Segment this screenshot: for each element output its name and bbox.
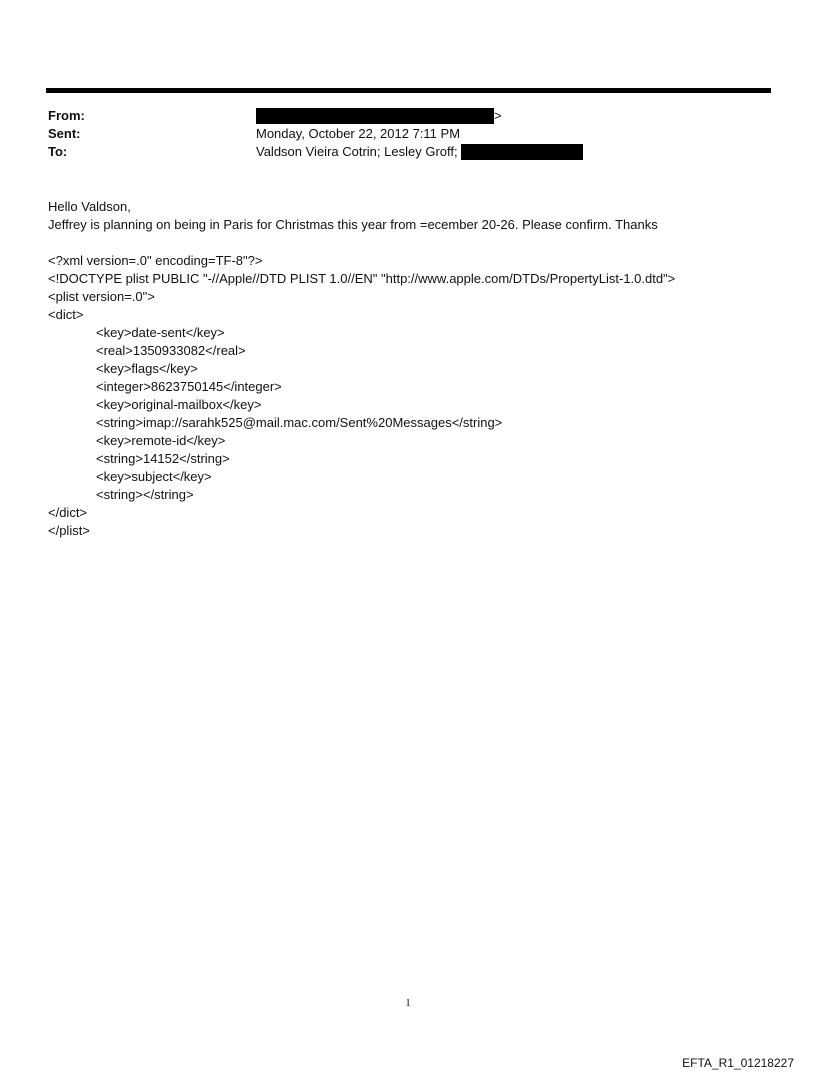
dict-line: <string>14152</string> <box>96 451 230 466</box>
xml-line: <plist version=.0"> <box>48 289 155 304</box>
email-body <box>48 198 788 540</box>
xml-line: <?xml version=.0" encoding=TF-8"?> <box>48 253 263 268</box>
sent-value: Monday, October 22, 2012 7:11 PM <box>256 126 461 141</box>
dict-line: <real>1350933082</real> <box>96 343 246 358</box>
xml-line: <!DOCTYPE plist PUBLIC "-//Apple//DTD PLIST 1.0//EN" "http://www.apple.com/DTDs/PropertyList-1.0.dtd"> <box>48 271 676 286</box>
dict-line: <integer>8623750145</integer> <box>96 379 282 394</box>
dict-line: <key>date-sent</key> <box>96 325 225 340</box>
closing-line: </plist> <box>48 523 90 538</box>
redaction-box <box>461 144 583 160</box>
dict-line: <key>subject</key> <box>96 469 212 484</box>
to-label: To: <box>48 144 68 159</box>
dict-line: <string>imap://sarahk525@mail.mac.com/Sent%20Messages</string> <box>96 415 503 430</box>
dict-line: <key>original-mailbox</key> <box>96 397 262 412</box>
dict-line: <key>remote-id</key> <box>96 433 226 448</box>
from-suffix: > <box>494 108 502 123</box>
to-value-wrap <box>256 144 583 160</box>
header-rule <box>46 88 771 93</box>
dict-line: <string></string> <box>96 487 194 502</box>
to-value: Valdson Vieira Cotrin; Lesley Groff; <box>256 144 458 159</box>
sent-label: Sent: <box>48 126 81 141</box>
greeting: Hello Valdson, <box>48 199 131 214</box>
message: Jeffrey is planning on being in Paris for Christmas this year from =ecember 20-26. Please confirm. Thanks <box>48 217 658 232</box>
from-value <box>256 108 502 124</box>
bates-number: EFTA_R1_01218227 <box>682 1056 794 1070</box>
from-label: From: <box>48 108 85 123</box>
page-number: 1 <box>405 997 411 1009</box>
closing-line: </dict> <box>48 505 88 520</box>
dict-line: <key>flags</key> <box>96 361 198 376</box>
redaction-box <box>256 108 494 124</box>
xml-line: <dict> <box>48 307 84 322</box>
